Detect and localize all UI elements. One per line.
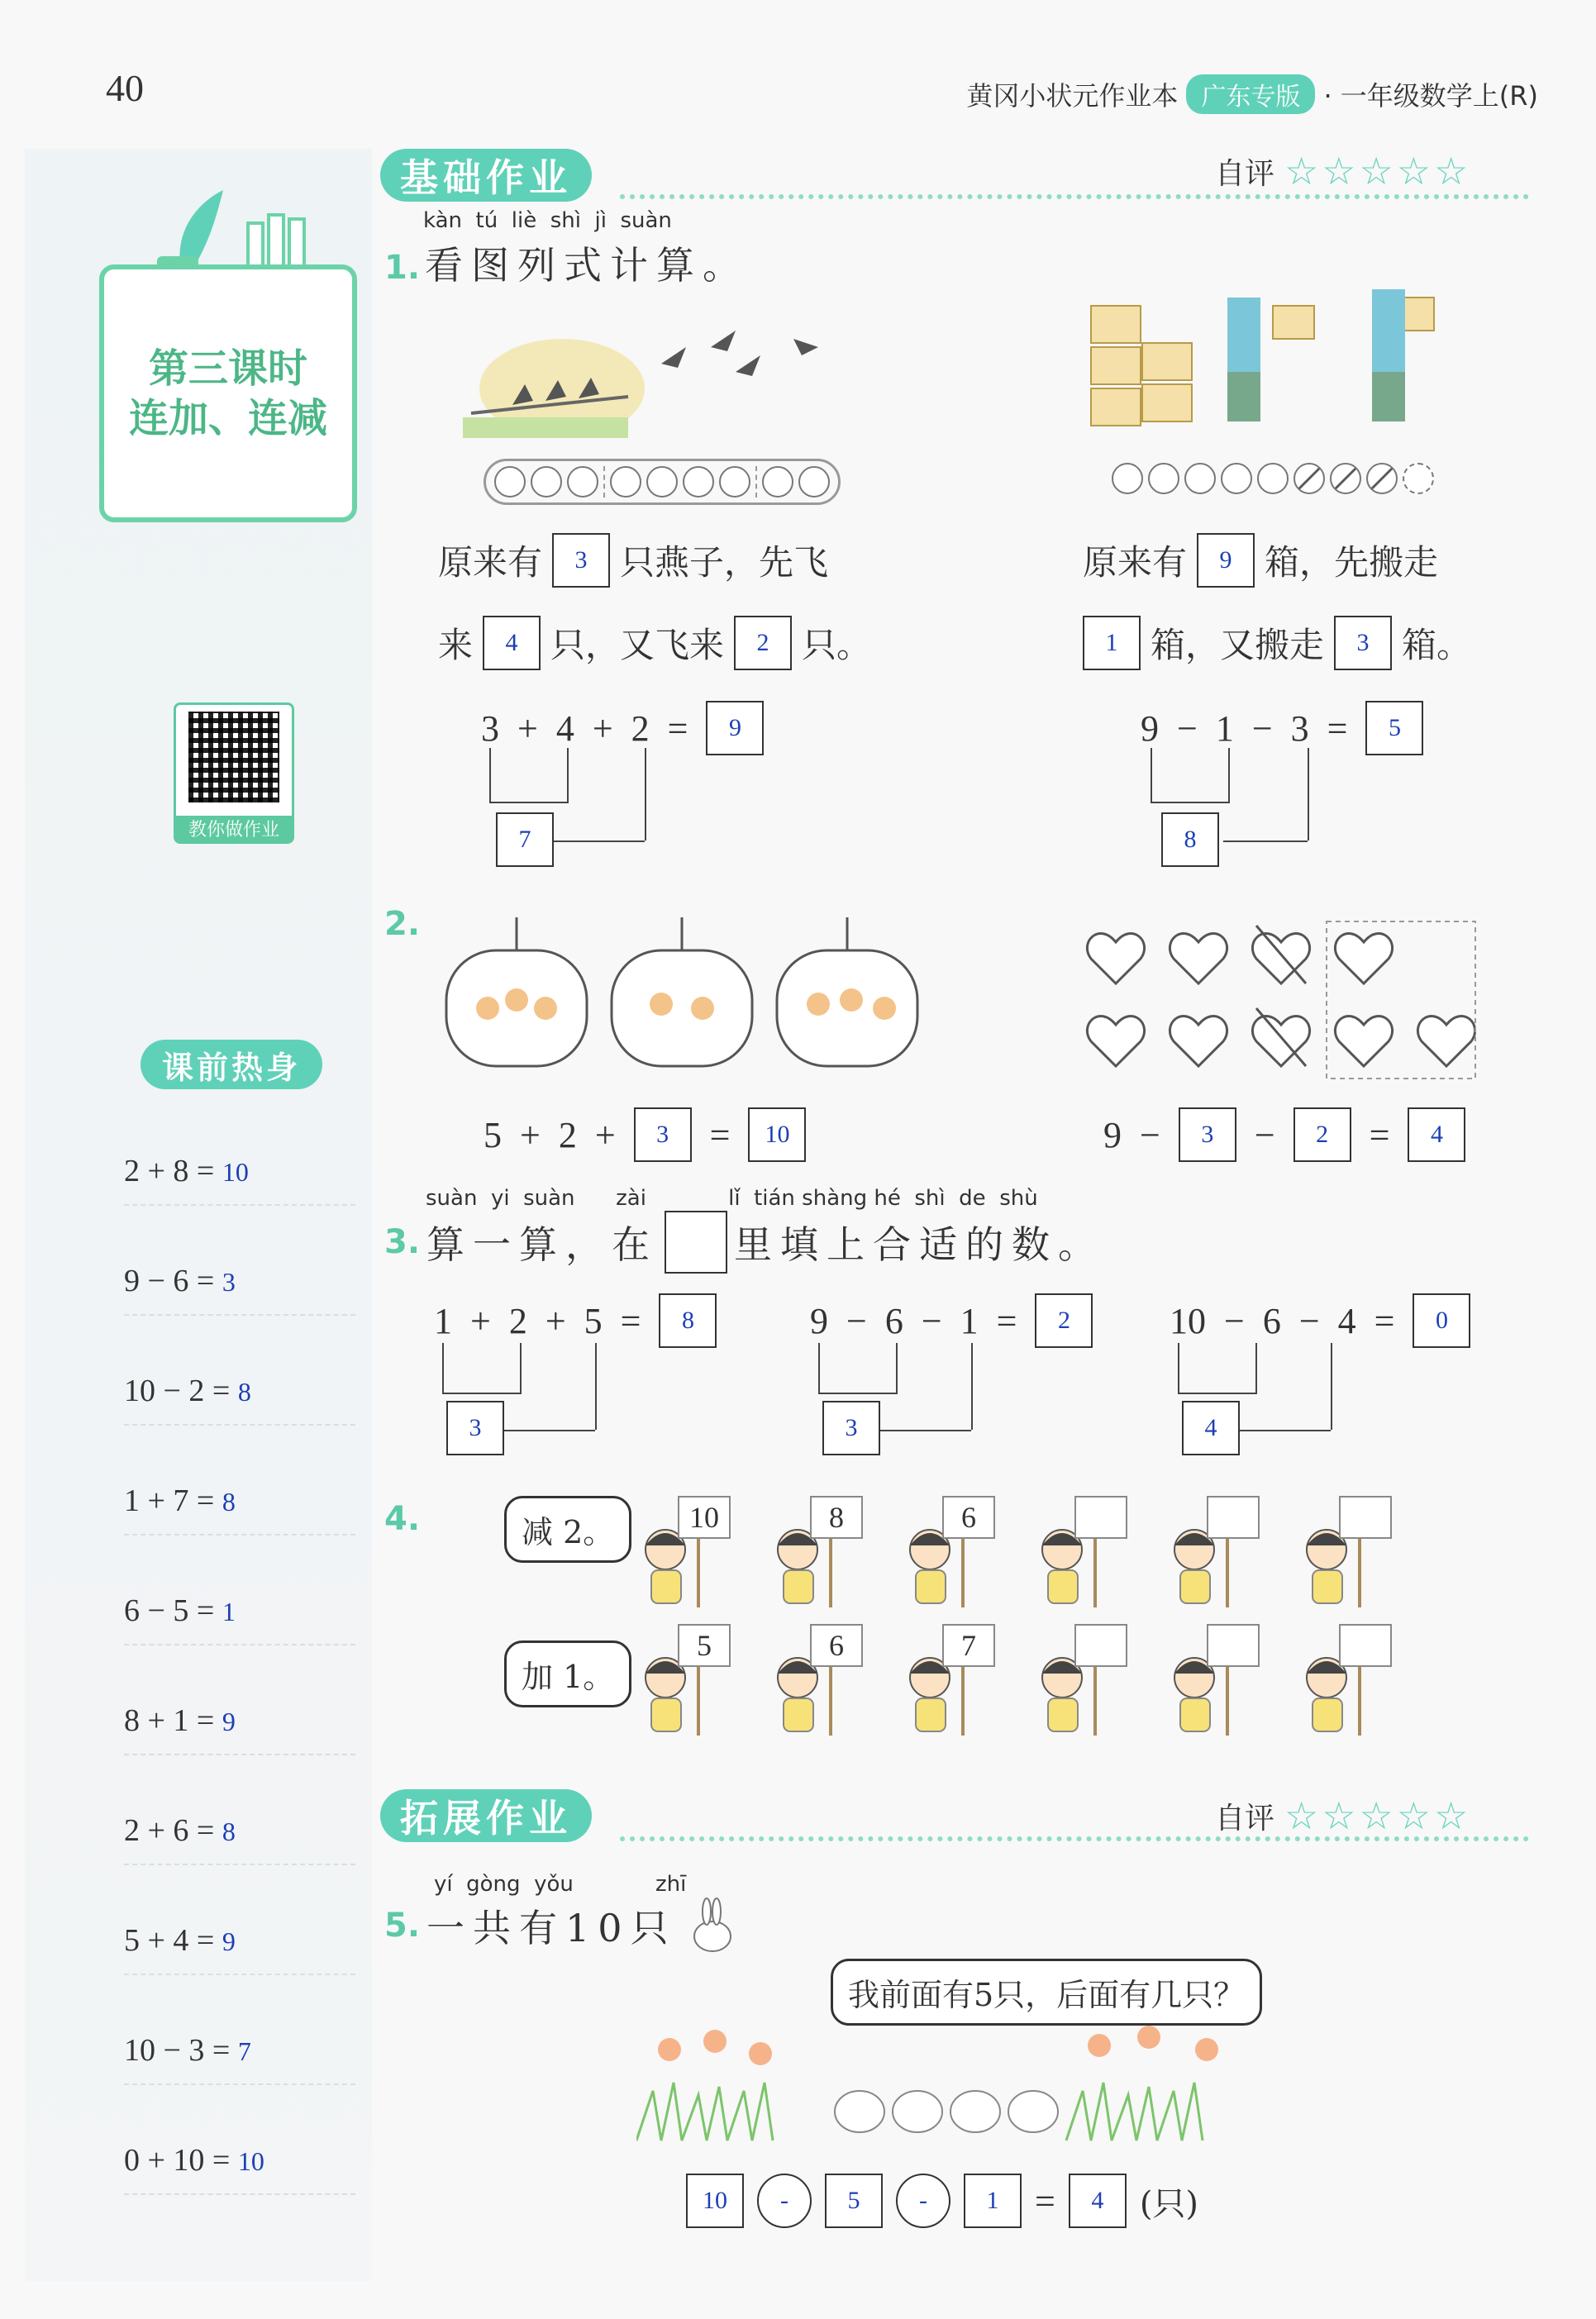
q1-left-line1 bbox=[438, 533, 828, 588]
workers-boxes-illustration bbox=[1083, 273, 1479, 438]
q1-left-partial-box[interactable]: 7 bbox=[496, 812, 554, 867]
q5-op1-circle[interactable]: - bbox=[757, 2174, 812, 2228]
q2-right-box1[interactable]: 3 bbox=[1179, 1107, 1236, 1162]
q1-pinyin: kàn tú liè shì jì suàn bbox=[423, 208, 672, 233]
eq-term: − bbox=[846, 1300, 867, 1341]
q3-result-box[interactable]: 8 bbox=[659, 1293, 717, 1348]
warmup-answer[interactable]: 10 bbox=[222, 1157, 249, 1187]
qr-code[interactable] bbox=[174, 702, 294, 844]
eq-term: 2 bbox=[558, 1114, 577, 1155]
eq-term: = bbox=[620, 1300, 641, 1341]
swallows-illustration bbox=[463, 314, 843, 446]
book-header bbox=[966, 74, 1538, 114]
self-eval-label: 自评 bbox=[1215, 156, 1275, 191]
eq-term: 4 bbox=[1337, 1300, 1356, 1341]
eq-term: 9 bbox=[1103, 1114, 1122, 1155]
warmup-question: 2 + 8 = bbox=[124, 1154, 215, 1188]
bracket-line bbox=[971, 1343, 973, 1430]
eq-term: 5 bbox=[584, 1300, 603, 1341]
bracket-line bbox=[1236, 1430, 1331, 1431]
q5-unit: (只) bbox=[1139, 2184, 1199, 2223]
warmup-answer[interactable]: 7 bbox=[237, 2036, 251, 2066]
warmup-row bbox=[124, 1922, 355, 1975]
warmup-question: 8 + 1 = bbox=[124, 1703, 215, 1738]
eq-term: 1 bbox=[960, 1300, 979, 1341]
eq-term: 5 bbox=[484, 1114, 502, 1155]
warmup-question: 10 − 3 = bbox=[124, 2033, 231, 2068]
q2-right-box2[interactable]: 2 bbox=[1293, 1107, 1351, 1162]
q1-right-line2 bbox=[1083, 616, 1471, 670]
q1-left-text1: 原来有 bbox=[438, 542, 543, 583]
q4-number: 4. bbox=[384, 1500, 421, 1538]
q4-sign-board[interactable]: 7 bbox=[942, 1624, 995, 1667]
bracket-line bbox=[500, 1430, 595, 1431]
eq-term: 10 bbox=[1170, 1300, 1206, 1341]
q3-equation bbox=[810, 1293, 1093, 1348]
warmup-row bbox=[124, 1593, 355, 1645]
q1-right-result-box[interactable]: 5 bbox=[1365, 701, 1423, 755]
q1-left-text3: 来 bbox=[438, 625, 474, 665]
q4-sign-board[interactable] bbox=[1339, 1624, 1392, 1667]
q3-result-box[interactable]: 2 bbox=[1035, 1293, 1093, 1348]
q3-result-box[interactable]: 0 bbox=[1413, 1293, 1470, 1348]
bracket-line bbox=[442, 1343, 522, 1394]
basic-section-title: 基础作业 bbox=[380, 149, 592, 202]
eq-term: 9 bbox=[1141, 707, 1159, 749]
rabbits-grass-illustration bbox=[636, 2017, 1281, 2149]
warmup-row bbox=[124, 1812, 355, 1865]
q4-sign-board[interactable]: 8 bbox=[810, 1496, 863, 1539]
eq-operator: + bbox=[594, 1114, 616, 1155]
bracket-line bbox=[595, 1343, 597, 1430]
warmup-answer[interactable]: 8 bbox=[222, 1487, 236, 1517]
section-divider bbox=[620, 194, 1529, 199]
q1-heading bbox=[384, 236, 749, 290]
eq-operator: + bbox=[592, 707, 613, 749]
q4-sign-board[interactable]: 6 bbox=[810, 1624, 863, 1667]
eq-operator: − bbox=[1177, 707, 1198, 749]
q1-left-box3[interactable]: 2 bbox=[734, 616, 792, 670]
q4-sign-board[interactable] bbox=[1339, 1496, 1392, 1539]
eq-equals: = bbox=[667, 707, 688, 749]
warmup-row bbox=[124, 1483, 355, 1536]
q1-left-result-box[interactable]: 9 bbox=[706, 701, 764, 755]
warmup-answer[interactable]: 8 bbox=[222, 1817, 236, 1846]
eq-term: 2 bbox=[508, 1300, 527, 1341]
lesson-number: 第三课时 bbox=[148, 345, 307, 392]
eq-equals: = bbox=[1035, 2180, 1055, 2221]
bracket-line bbox=[1308, 748, 1309, 840]
self-eval-label: 自评 bbox=[1215, 1801, 1275, 1836]
lesson-topic: 连加、连减 bbox=[128, 395, 327, 441]
bracket-line bbox=[1178, 1343, 1257, 1394]
warmup-row bbox=[124, 1153, 355, 1206]
eq-equals: = bbox=[1369, 1114, 1390, 1155]
q4-sign-board[interactable] bbox=[1207, 1624, 1260, 1667]
eq-operator: − bbox=[1254, 1114, 1275, 1155]
q5-box-c[interactable]: 1 bbox=[964, 2174, 1022, 2228]
eq-term: 3 bbox=[481, 707, 499, 749]
extend-section-title: 拓展作业 bbox=[380, 1789, 592, 1842]
bracket-line bbox=[645, 748, 646, 840]
q4-rule-add: 加 1。 bbox=[504, 1640, 631, 1707]
circle-counter-left bbox=[484, 459, 841, 505]
edition-tag: 广东专版 bbox=[1186, 74, 1315, 114]
warmup-question: 5 + 4 = bbox=[124, 1923, 215, 1958]
q2-right-result-box[interactable]: 4 bbox=[1408, 1107, 1465, 1162]
q1-right-text2: 箱，先搬走 bbox=[1265, 542, 1439, 583]
bracket-line bbox=[554, 840, 645, 842]
warmup-row bbox=[124, 2142, 355, 2195]
warmup-question: 9 − 6 = bbox=[124, 1264, 215, 1298]
q1-left-line2 bbox=[438, 616, 871, 670]
q1-right-text1: 原来有 bbox=[1083, 542, 1188, 583]
q3-sample-box bbox=[665, 1211, 727, 1274]
bracket-line bbox=[1223, 840, 1308, 842]
eq-term: − bbox=[1298, 1300, 1320, 1341]
q3-title-b: 里填上合适的数。 bbox=[734, 1222, 1105, 1267]
warmup-answer[interactable]: 1 bbox=[222, 1597, 236, 1626]
q5-op2-circle[interactable]: - bbox=[896, 2174, 950, 2228]
eq-term: 6 bbox=[884, 1300, 903, 1341]
eq-term: = bbox=[1374, 1300, 1395, 1341]
q2-right-equation bbox=[1103, 1107, 1465, 1162]
q1-left-text2: 只燕子，先飞 bbox=[620, 542, 829, 583]
q5-pinyin: yí gòng yǒu zhī bbox=[434, 1872, 687, 1897]
q5-speech-bubble: 我前面有5只，后面有几只？ bbox=[831, 1959, 1262, 2026]
q5-box-a[interactable]: 10 bbox=[686, 2174, 744, 2228]
q4-sign-board[interactable]: 10 bbox=[678, 1496, 731, 1539]
q2-left-equation bbox=[484, 1107, 806, 1162]
q2-number: 2. bbox=[384, 905, 421, 943]
eq-term: 4 bbox=[555, 707, 574, 749]
q1-left-box1[interactable]: 3 bbox=[552, 533, 610, 588]
q4-sign-board[interactable]: 5 bbox=[678, 1624, 731, 1667]
q1-right-box2[interactable]: 1 bbox=[1083, 616, 1141, 670]
q3-equation bbox=[1170, 1293, 1470, 1348]
q1-left-text5: 只。 bbox=[802, 625, 872, 665]
eq-term: 1 bbox=[1215, 707, 1234, 749]
warmup-question: 1 + 7 = bbox=[124, 1483, 215, 1518]
q3-number: 3. bbox=[384, 1223, 421, 1261]
eq-operator: − bbox=[1140, 1114, 1160, 1155]
q3-equation bbox=[434, 1293, 717, 1348]
page-number: 40 bbox=[106, 67, 144, 109]
q4-sign-board[interactable] bbox=[1207, 1496, 1260, 1539]
eq-operator: − bbox=[1251, 707, 1273, 749]
q5-result-box[interactable]: 4 bbox=[1069, 2174, 1127, 2228]
bracket-line bbox=[489, 748, 569, 803]
eq-operator: + bbox=[520, 1114, 541, 1155]
eq-term: = bbox=[996, 1300, 1017, 1341]
warmup-question: 0 + 10 = bbox=[124, 2143, 231, 2178]
warmup-question: 10 − 2 = bbox=[124, 1374, 231, 1408]
warmup-question: 6 − 5 = bbox=[124, 1593, 215, 1628]
bracket-line bbox=[876, 1430, 971, 1431]
q1-number: 1. bbox=[384, 249, 421, 287]
self-eval bbox=[1215, 149, 1471, 193]
q1-left-text4: 只，又飞来 bbox=[550, 625, 725, 665]
q4-sign-board[interactable] bbox=[1074, 1496, 1127, 1539]
cable-cars-illustration bbox=[438, 917, 934, 1074]
warmup-row bbox=[124, 1373, 355, 1426]
q4-sign-board[interactable]: 6 bbox=[942, 1496, 995, 1539]
q1-right-box3[interactable]: 3 bbox=[1334, 616, 1392, 670]
eq-term: + bbox=[470, 1300, 491, 1341]
eq-operator: + bbox=[517, 707, 538, 749]
q1-title: 看图列式计算。 bbox=[425, 243, 750, 288]
self-eval-extend bbox=[1215, 1793, 1471, 1838]
q1-right-partial-box[interactable]: 8 bbox=[1161, 812, 1219, 867]
warmup-answer[interactable]: 10 bbox=[237, 2146, 264, 2176]
warmup-row bbox=[124, 1263, 355, 1316]
eq-term: − bbox=[921, 1300, 942, 1341]
rabbit-icon bbox=[684, 1897, 741, 1955]
warmup-answer[interactable]: 9 bbox=[222, 1707, 236, 1736]
q5-number: 5. bbox=[384, 1907, 421, 1945]
q3-partial-box[interactable]: 4 bbox=[1182, 1401, 1240, 1455]
q4-sign-board[interactable] bbox=[1074, 1624, 1127, 1667]
q1-left-box2[interactable]: 4 bbox=[483, 616, 541, 670]
circle-counter-right bbox=[1112, 463, 1434, 494]
warmup-answer[interactable]: 8 bbox=[237, 1377, 251, 1407]
q3-partial-box[interactable]: 3 bbox=[822, 1401, 880, 1455]
q3-title-a: 算一算，在 bbox=[426, 1222, 659, 1267]
bracket-line bbox=[1331, 1343, 1332, 1430]
warmup-question: 2 + 6 = bbox=[124, 1813, 215, 1848]
eq-equals: = bbox=[1327, 707, 1348, 749]
qr-code-icon bbox=[188, 712, 279, 802]
bracket-line bbox=[1151, 748, 1230, 803]
q1-right-box1[interactable]: 9 bbox=[1197, 533, 1255, 588]
bracket-line bbox=[818, 1343, 898, 1394]
q5-heading bbox=[384, 1897, 741, 1955]
eq-term: 6 bbox=[1262, 1300, 1281, 1341]
warmup-answer[interactable]: 3 bbox=[222, 1267, 236, 1297]
book-title: 黄冈小状元作业本 bbox=[966, 80, 1179, 112]
qr-caption: 教你做作业 bbox=[176, 816, 292, 841]
star-rating-icon[interactable]: ☆☆☆☆☆ bbox=[1284, 149, 1472, 193]
eq-equals: = bbox=[709, 1114, 731, 1155]
q3-pinyin: suàn yi suàn zài lǐ tián shàng hé shì de shù bbox=[426, 1186, 1038, 1211]
q3-heading bbox=[384, 1211, 1104, 1274]
q2-left-result-box[interactable]: 10 bbox=[748, 1107, 806, 1162]
q2-left-box[interactable]: 3 bbox=[634, 1107, 692, 1162]
hearts-illustration bbox=[1083, 917, 1496, 1083]
eq-term: 1 bbox=[434, 1300, 452, 1341]
eq-term: − bbox=[1224, 1300, 1245, 1341]
warmup-answer[interactable]: 9 bbox=[222, 1926, 236, 1956]
eq-term: 9 bbox=[810, 1300, 828, 1341]
eq-term: 2 bbox=[631, 707, 650, 749]
q4-rule-subtract: 减 2。 bbox=[504, 1496, 631, 1563]
eq-term: 3 bbox=[1290, 707, 1309, 749]
eq-term: + bbox=[545, 1300, 566, 1341]
warmup-row bbox=[124, 1702, 355, 1755]
q1-right-text4: 箱。 bbox=[1402, 625, 1472, 665]
lesson-title-box bbox=[99, 264, 357, 522]
q3-partial-box[interactable]: 3 bbox=[446, 1401, 504, 1455]
q1-right-line1 bbox=[1083, 533, 1438, 588]
q5-box-b[interactable]: 5 bbox=[825, 2174, 883, 2228]
warmup-row bbox=[124, 2032, 355, 2085]
q5-title: 一共有10只 bbox=[426, 1906, 677, 1950]
subject-label: · 一年级数学上(R) bbox=[1323, 80, 1538, 112]
star-rating-icon[interactable]: ☆☆☆☆☆ bbox=[1284, 1793, 1472, 1838]
q5-equation bbox=[686, 2174, 1198, 2228]
q1-right-text3: 箱，又搬走 bbox=[1151, 625, 1325, 665]
warmup-title: 课前热身 bbox=[141, 1040, 322, 1089]
